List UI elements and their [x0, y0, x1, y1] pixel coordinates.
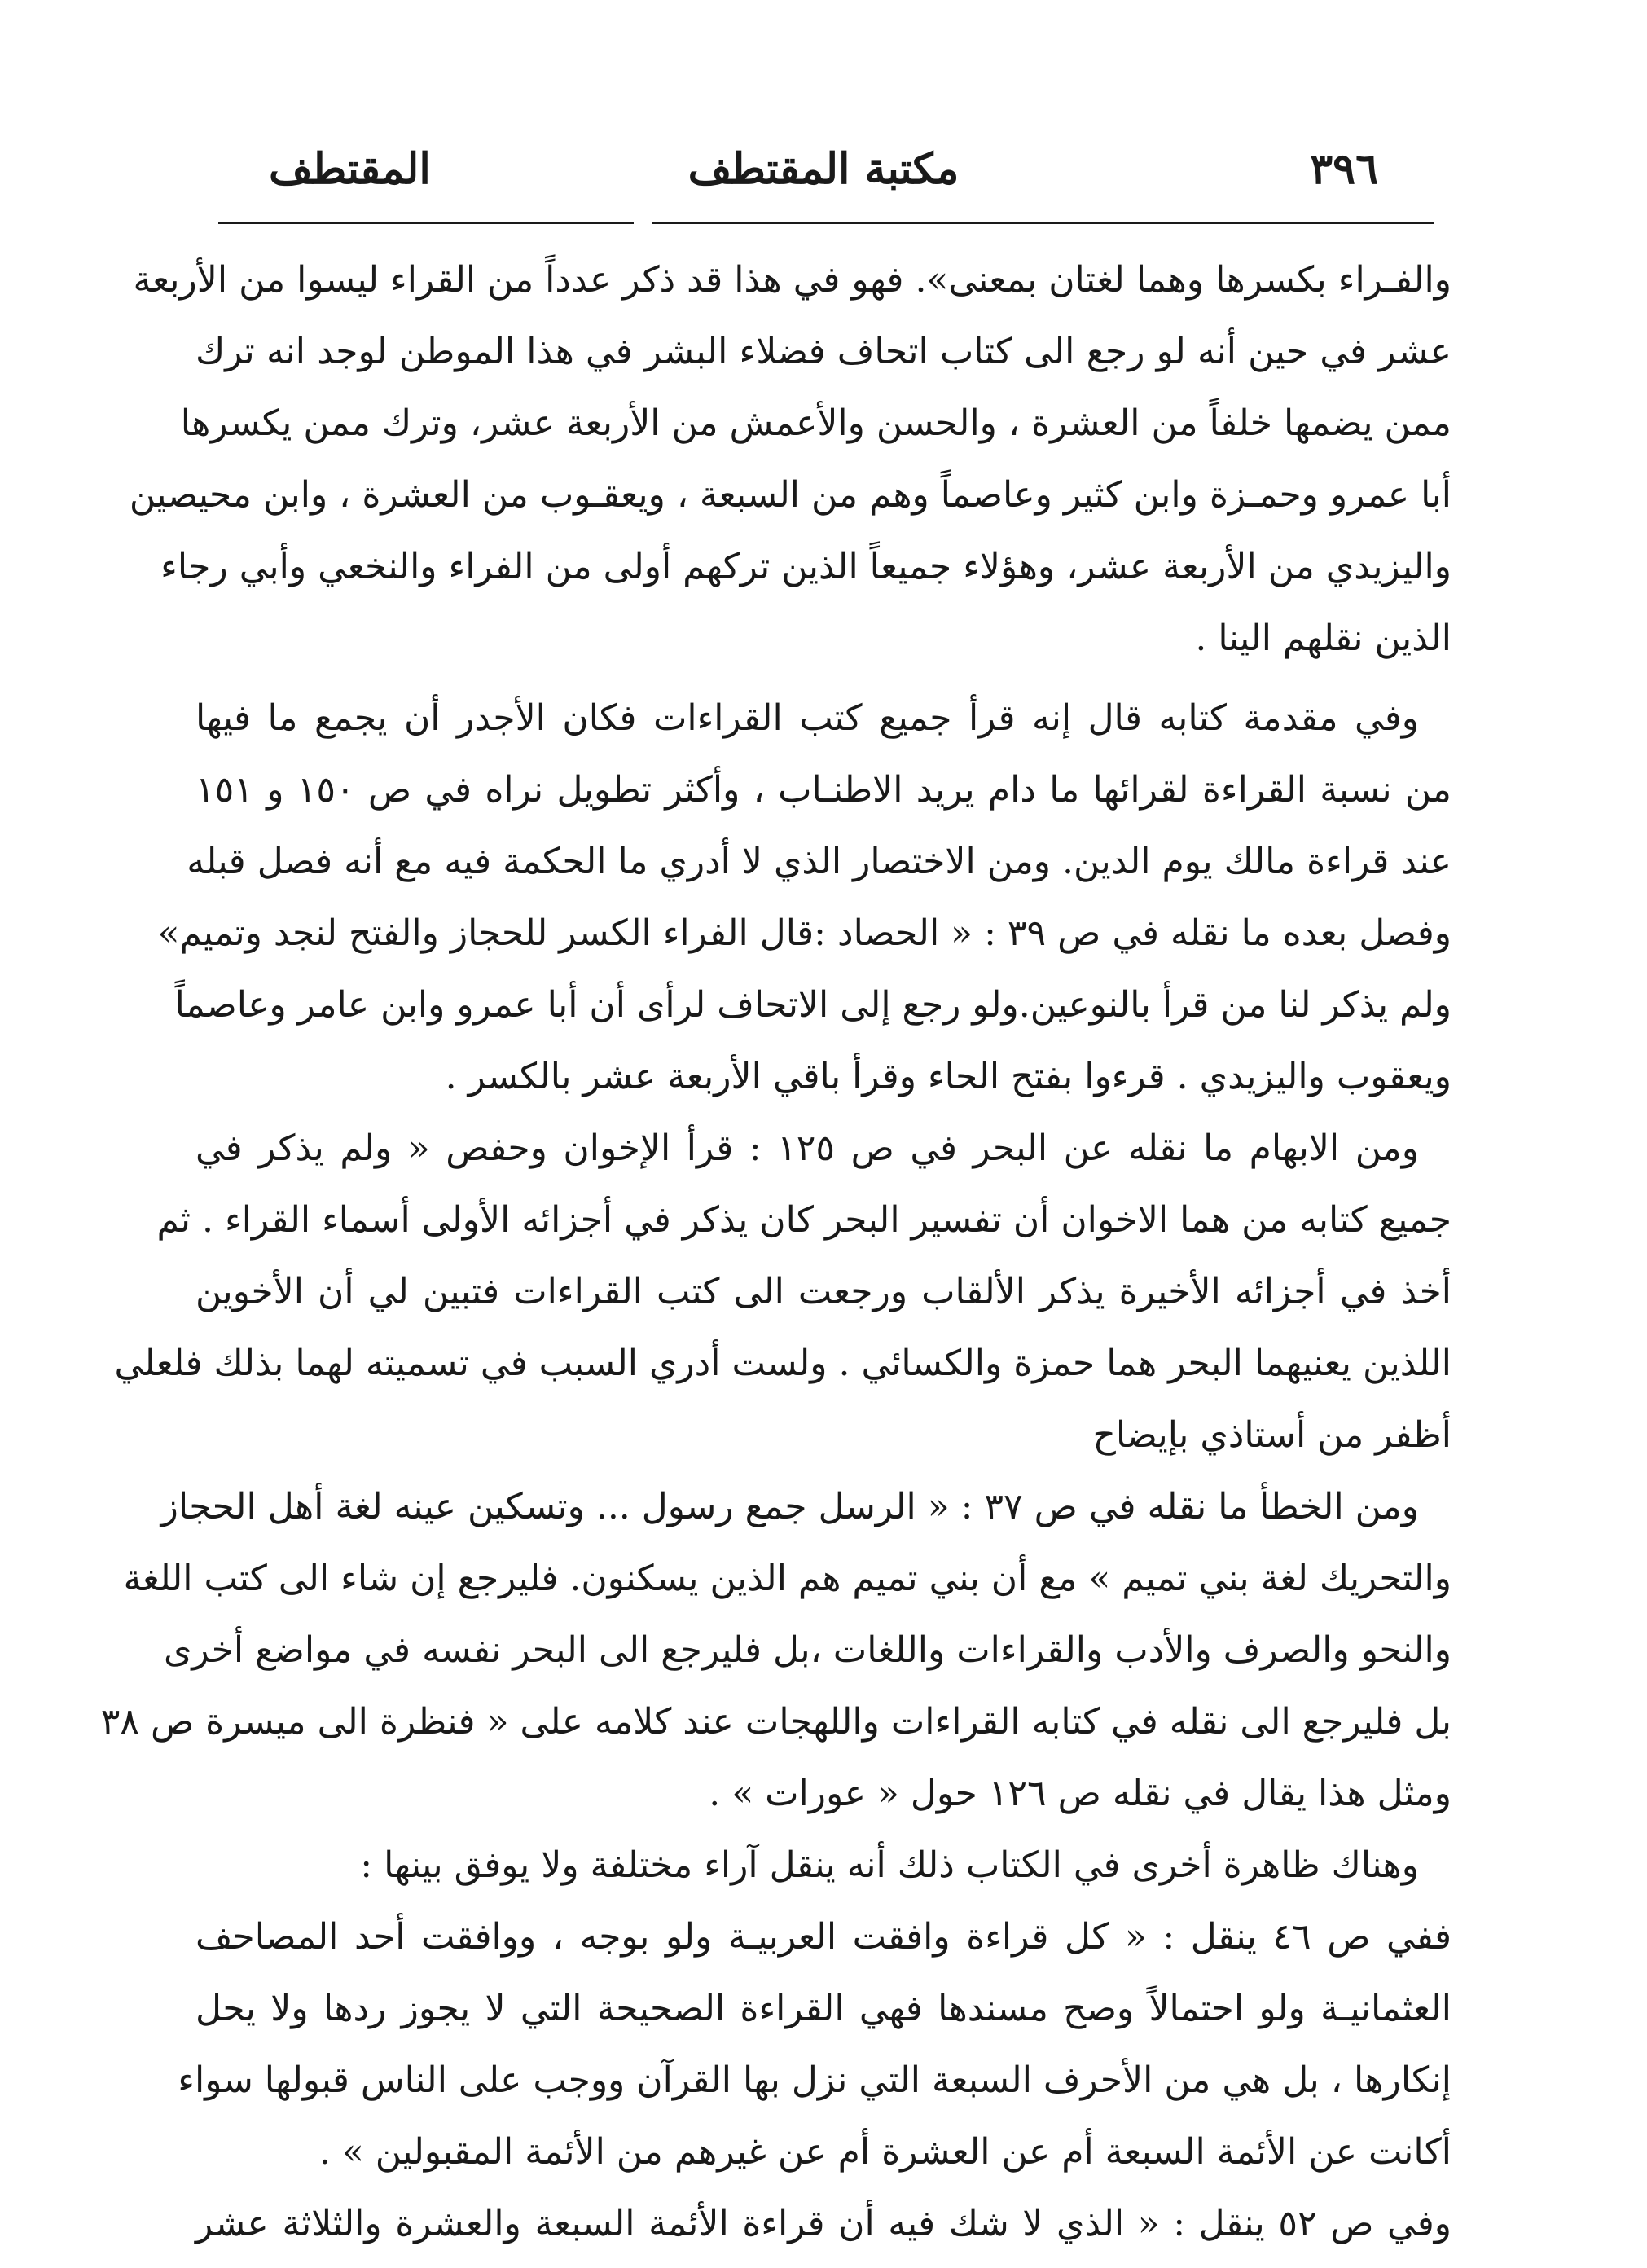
- text-line: بل فليرجع الى نقله في كتابه القراءات واللهجات عند كلامه على « فنظرة الى ميسرة ص ٣٨: [100, 1701, 1452, 1743]
- text-line: أظفر من أستاذي بإيضاح: [1092, 1414, 1452, 1456]
- text-line: العثمانيـة ولو احتمالاً وصح مسندها فهي القراءة الصحيحة التي لا يجوز ردها ولا يحل: [195, 1988, 1452, 2029]
- text-line: أبا عمرو وحمـزة وابن كثير وعاصماً وهم من السبعة ، ويعقـوب من العشرة ، وابن محيصين: [129, 474, 1452, 516]
- text-line: أكانت عن الأئمة السبعة أم عن العشرة أم عن غيرهم من الأئمة المقبولين » .: [318, 2131, 1452, 2173]
- text-line: إنكارها ، بل هي من الأحرف السبعة التي نزل بها القرآن ووجب على الناس قبولها سواء: [178, 2059, 1452, 2101]
- text-line: اللذين يعنيهما البحر هما حمزة والكسائي . ولست أدري السبب في تسميته لهما بذلك فلعلي: [114, 1343, 1452, 1384]
- text-line: وفي ص ٥٢ ينقل : « الذي لا شك فيه أن قراءة الأئمة السبعة والعشرة والثلاثة عشر: [195, 2203, 1452, 2244]
- running-title: مكتبة المقتطف: [687, 144, 960, 194]
- page-header: [269, 137, 1378, 202]
- text-line: ومثل هذا يقال في نقله ص ١٢٦ حول « عورات » .: [709, 1773, 1452, 1814]
- text-line: والفـراء بكسرها وهما لغتان بمعنى». فهو في هذا قد ذكر عدداً من القراء ليسوا من الأربعة: [133, 259, 1452, 301]
- text-line: والتحريك لغة بني تميم » مع أن بني تميم هم الذين يسكنون. فليرجع إن شاء الى كتب اللغة: [123, 1558, 1452, 1599]
- journal-title: المقتطف: [269, 144, 431, 194]
- text-line: الذين نقلهم الينا .: [1195, 618, 1452, 659]
- text-line: عشر في حين أنه لو رجع الى كتاب اتحاف فضلاء البشر في هذا الموطن لوجد انه ترك: [195, 331, 1452, 372]
- text-line: ولم يذكر لنا من قرأ بالنوعين.ولو رجع إلى الاتحاف لرأى أن أبا عمرو وابن عامر وعاصماً: [174, 984, 1452, 1026]
- text-line: ممن يضمها خلفاً من العشرة ، والحسن والأعمش من الأربعة عشر، وترك ممن يكسرها: [180, 402, 1452, 444]
- text-line: ومن الخطأ ما نقله في ص ٣٧ : « الرسل جمع رسول ... وتسكين عينه لغة أهل الحجاز: [160, 1486, 1419, 1527]
- text-line: ففي ص ٤٦ ينقل : « كل قراءة وافقت العربيـة ولو بوجه ، ووافقت أحد المصاحف: [195, 1916, 1452, 1958]
- text-line: وفي مقدمة كتابه قال إنه قرأ جميع كتب القراءات فكان الأجدر أن يجمع ما فيها: [195, 697, 1419, 739]
- text-line: جميع كتابه من هما الاخوان أن تفسير البحر كان يذكر في أجزائه الأولى أسماء القراء . ثم: [156, 1199, 1452, 1241]
- header-rule-left: [218, 222, 634, 224]
- text-line: عند قراءة مالك يوم الدين. ومن الاختصار الذي لا أدري ما الحكمة فيه مع أنه فصل قبله: [187, 841, 1452, 882]
- text-line: والنحو والصرف والأدب والقراءات واللغات ،بل فليرجع الى البحر نفسه في مواضع أخرى: [163, 1629, 1452, 1671]
- text-line: وفصل بعده ما نقله في ص ٣٩ : « الحصاد :قال الفراء الكسر للحجاز والفتح لنجد وتميم»: [157, 912, 1452, 954]
- header-rule-right: [652, 222, 1434, 224]
- text-line: أخذ في أجزائه الأخيرة يذكر الألقاب ورجعت الى كتب القراءات فتبين لي أن الأخوين: [195, 1271, 1452, 1312]
- page-number: ٣٩٦: [1310, 144, 1378, 194]
- text-line: وهناك ظاهرة أخرى في الكتاب ذلك أنه ينقل آراء مختلفة ولا يوفق بينها :: [360, 1844, 1419, 1886]
- text-line: ومن الابهام ما نقله عن البحر في ص ١٢٥ : قرأ الإخوان وحفص « ولم يذكر في: [195, 1127, 1419, 1169]
- body-text: [100, 244, 1452, 2260]
- text-line: واليزيدي من الأربعة عشر، وهؤلاء جميعاً الذين تركهم أولى من الفراء والنخعي وأبي رجاء: [160, 546, 1452, 587]
- text-line: من نسبة القراءة لقرائها ما دام يريد الاطنـاب ، وأكثر تطويل نراه في ص ١٥٠ و ١٥١: [195, 769, 1452, 811]
- text-line: ويعقوب واليزيدي . قرءوا بفتح الحاء وقرأ باقي الأربعة عشر بالكسر .: [445, 1056, 1452, 1097]
